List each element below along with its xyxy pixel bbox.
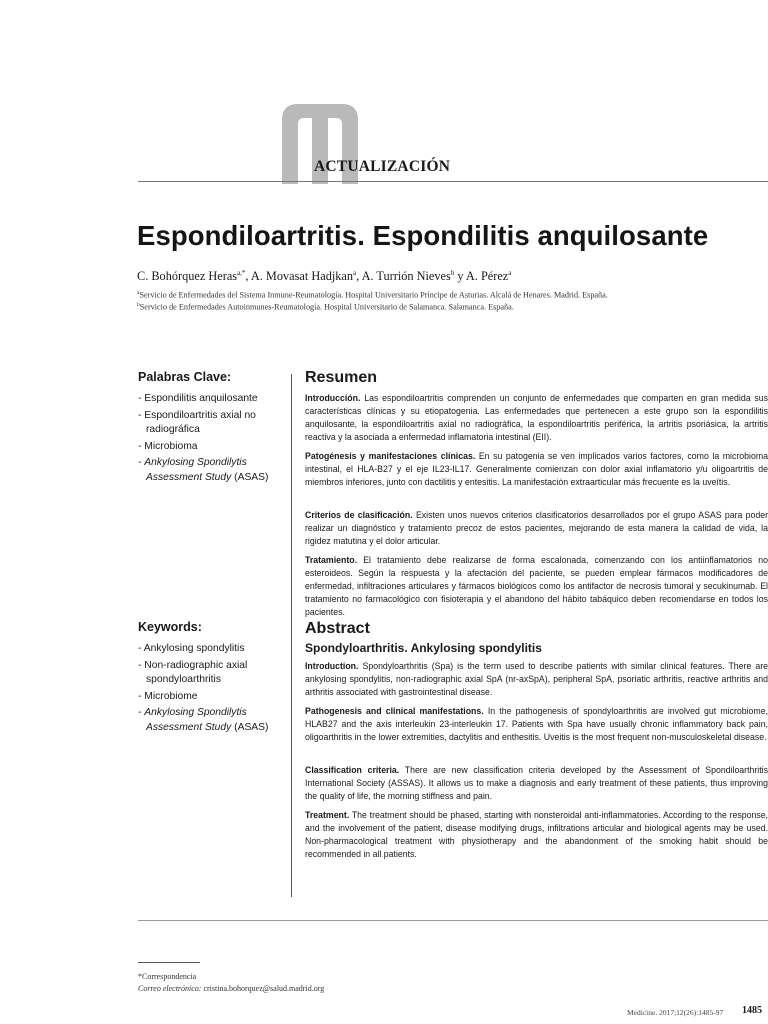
- author-name: A. Pérez: [465, 269, 509, 284]
- abstract-paragraph: [305, 705, 768, 744]
- email-address[interactable]: cristina.bohorquez@salud.madrid.org: [201, 984, 325, 993]
- abstract-subtitle: Spondyloarthritis. Ankylosing spondylitis: [305, 641, 542, 655]
- paragraph-label: Patogénesis y manifestaciones clínicas.: [305, 451, 476, 461]
- header-rule: [138, 181, 768, 182]
- abstract-paragraph: [305, 809, 768, 861]
- author-sup: a: [353, 269, 357, 277]
- paragraph-label: Criterios de clasificación.: [305, 510, 413, 520]
- content-bottom-rule: [138, 920, 768, 921]
- keywords-es-list: [138, 392, 288, 488]
- keyword-item: - Espondiloartritis axial no radiográfica: [138, 409, 288, 438]
- keyword-suffix: (ASAS): [231, 471, 269, 483]
- paragraph-label: Introduction.: [305, 661, 359, 671]
- resumen-paragraph: [305, 392, 768, 444]
- resumen-paragraph: [305, 450, 768, 489]
- author-name: A. Turrión Nieves: [361, 269, 451, 284]
- author-name: C. Bohórquez Heras: [137, 269, 238, 284]
- email-line: [138, 983, 324, 995]
- affiliation: [137, 302, 514, 312]
- keywords-es-heading: Palabras Clave:: [138, 370, 232, 384]
- email-label: Correo electrónico:: [138, 984, 202, 993]
- affiliation-text: Servicio de Enfermedades Autoinmunes-Reumatología. Hospital Universitario de Salamanca. Salamanca. España.: [139, 302, 514, 312]
- paragraph-text: En su patogenia se ven implicados varios factores, como la microbioma intestinal, el HLA-B27 y el eje IL23-IL17. Generalmente comienzan con dolor axial inflamatorio y/u oligoartritis de miembros inferiores, junto con dactilitis y entesitis. La manifestación extraarticular más frecuente es la uveítis.: [305, 451, 768, 488]
- footer-citation: Medicine. 2017;12(26):1485-97: [627, 1008, 724, 1017]
- author-sup: b: [450, 269, 455, 277]
- keyword-suffix: (ASAS): [231, 721, 269, 733]
- affiliation-text: Servicio de Enfermedades del Sistema Inmune-Reumatología. Hospital Universitario Príncipe de Asturias. Alcalá de Henares. Madrid. España.: [139, 290, 608, 300]
- keyword-item: [138, 456, 288, 485]
- paragraph-label: Treatment.: [305, 810, 350, 820]
- author-sup: a,*: [237, 269, 246, 277]
- author-separator: ,: [356, 269, 362, 284]
- paragraph-label: Pathogenesis and clinical manifestations.: [305, 706, 484, 716]
- paragraph-label: Tratamiento.: [305, 555, 358, 565]
- affiliation: [137, 290, 608, 300]
- page-number: 1485: [742, 1005, 762, 1016]
- author-sup: a: [508, 269, 512, 277]
- abstract-paragraph: [305, 660, 768, 699]
- section-label: ACTUALIZACIÓN: [314, 158, 451, 175]
- paragraph-text: Las espondiloartritis comprenden un conjunto de enfermedades que comparten en gran medida sus características clínicas y su etiopatogenia. Las enfermedades que pertenecen a este grupo son la espondilitis anquilosante, la espondiloartritis axial no radiográfica, la espondiloartritis periférica, la artritis psoriásica, la artritis reactiva y la asociada a enfermedad inflamatoria intestinal (EII).: [305, 393, 768, 443]
- footnote: [138, 971, 324, 995]
- author-name: A. Movasat Hadjkan: [250, 269, 354, 284]
- affiliation-sup: b: [137, 302, 140, 308]
- keyword-italic: Ankylosing Spondilytis Assessment Study: [144, 457, 247, 483]
- footnote-rule: [138, 962, 200, 963]
- author-separator: ,: [245, 269, 251, 284]
- keyword-item: - Microbioma: [138, 440, 288, 455]
- paragraph-text: Existen unos nuevos criterios clasificatorios desarrollados por el grupo ASAS para poder realizar un diagnóstico y tratamiento precoz de estos pacientes, mejorando de esta manera la calidad de vida, la rigidez matutina y el dolor articular.: [305, 510, 768, 547]
- keyword-item: - Microbiome: [138, 690, 288, 705]
- keywords-en-list: [138, 642, 288, 738]
- abstract-paragraph: [305, 764, 768, 803]
- author-separator: y: [454, 269, 466, 284]
- paragraph-text: Spondyloarthritis (Spa) is the term used to describe patients with similar clinical features. There are ankylosing spondylitis, non-radiographic axial SpA (nr-axSpA), peripheral SpA, psoriatic arthritis, reactive arthritis and arthritis associated with gastrointestinal disease.: [305, 661, 768, 698]
- abstract-heading: Abstract: [305, 620, 370, 637]
- paragraph-label: Introducción.: [305, 393, 361, 403]
- keyword-item: - Ankylosing spondylitis: [138, 642, 288, 657]
- paragraph-text: The treatment should be phased, starting with nonsteroidal anti-inflammatories. According to the response, and the involvement of the patient, disease modifying drugs, infiltrations articular and biological agents may be used. Non-pharmacological treatment with physiotherapy and the abandonment of the smoking habit should be recommended in all patients.: [305, 810, 768, 860]
- paragraph-label: Classification criteria.: [305, 765, 400, 775]
- keyword-item: - Espondilitis anquilosante: [138, 392, 288, 407]
- paragraph-text: El tratamiento debe realizarse de forma escalonada, comenzando con los antiinflamatorios no esteroideos. Según la respuesta y la afectación del paciente, se pueden emplear fármacos modificadores de enfermedad, infiltraciones articulares y fármacos biológicos como los antifactor de necrosis tumoral y secukinumab. El tratamiento no farmacológico con fisioterapia y el abandono del hábito tabáquico deben recomendarse en todos los pacientes.: [305, 555, 768, 618]
- paragraph-text: There are new classification criteria developed by the Assessment of Spondiloarthritis International Society (ASSAS). It allows us to make a diagnosis and early treatment of these patients, thus improving the quality of life, the morning stiffness and pain.: [305, 765, 768, 802]
- resumen-paragraph: [305, 509, 768, 548]
- keywords-en-heading: Keywords:: [138, 620, 202, 634]
- affiliation-sup: a: [137, 290, 140, 296]
- keyword-item: [138, 706, 288, 735]
- correspondence-label: *Correspondencia: [138, 972, 197, 981]
- article-title: Espondiloartritis. Espondilitis anquilosante: [137, 220, 709, 251]
- paragraph-text: In the pathogenesis of spondyloarthritis are involved gut microbiome, HLAB27 and the axis interleukin 23-interleukin 17. Patients with Spa have usually chronic inflammatory back pain, oligoarthritis in the lower extremities, dactylitis and enthesitis. Uveitis is the most frequent non-musculoskeletal disease.: [305, 706, 768, 743]
- author-list: [137, 269, 511, 284]
- resumen-paragraph: [305, 554, 768, 619]
- keyword-item: - Non-radiographic axial spondyloarthritis: [138, 659, 288, 688]
- resumen-heading: Resumen: [305, 369, 378, 386]
- column-divider: [291, 374, 292, 897]
- keyword-italic: Ankylosing Spondilytis Assessment Study: [144, 707, 247, 733]
